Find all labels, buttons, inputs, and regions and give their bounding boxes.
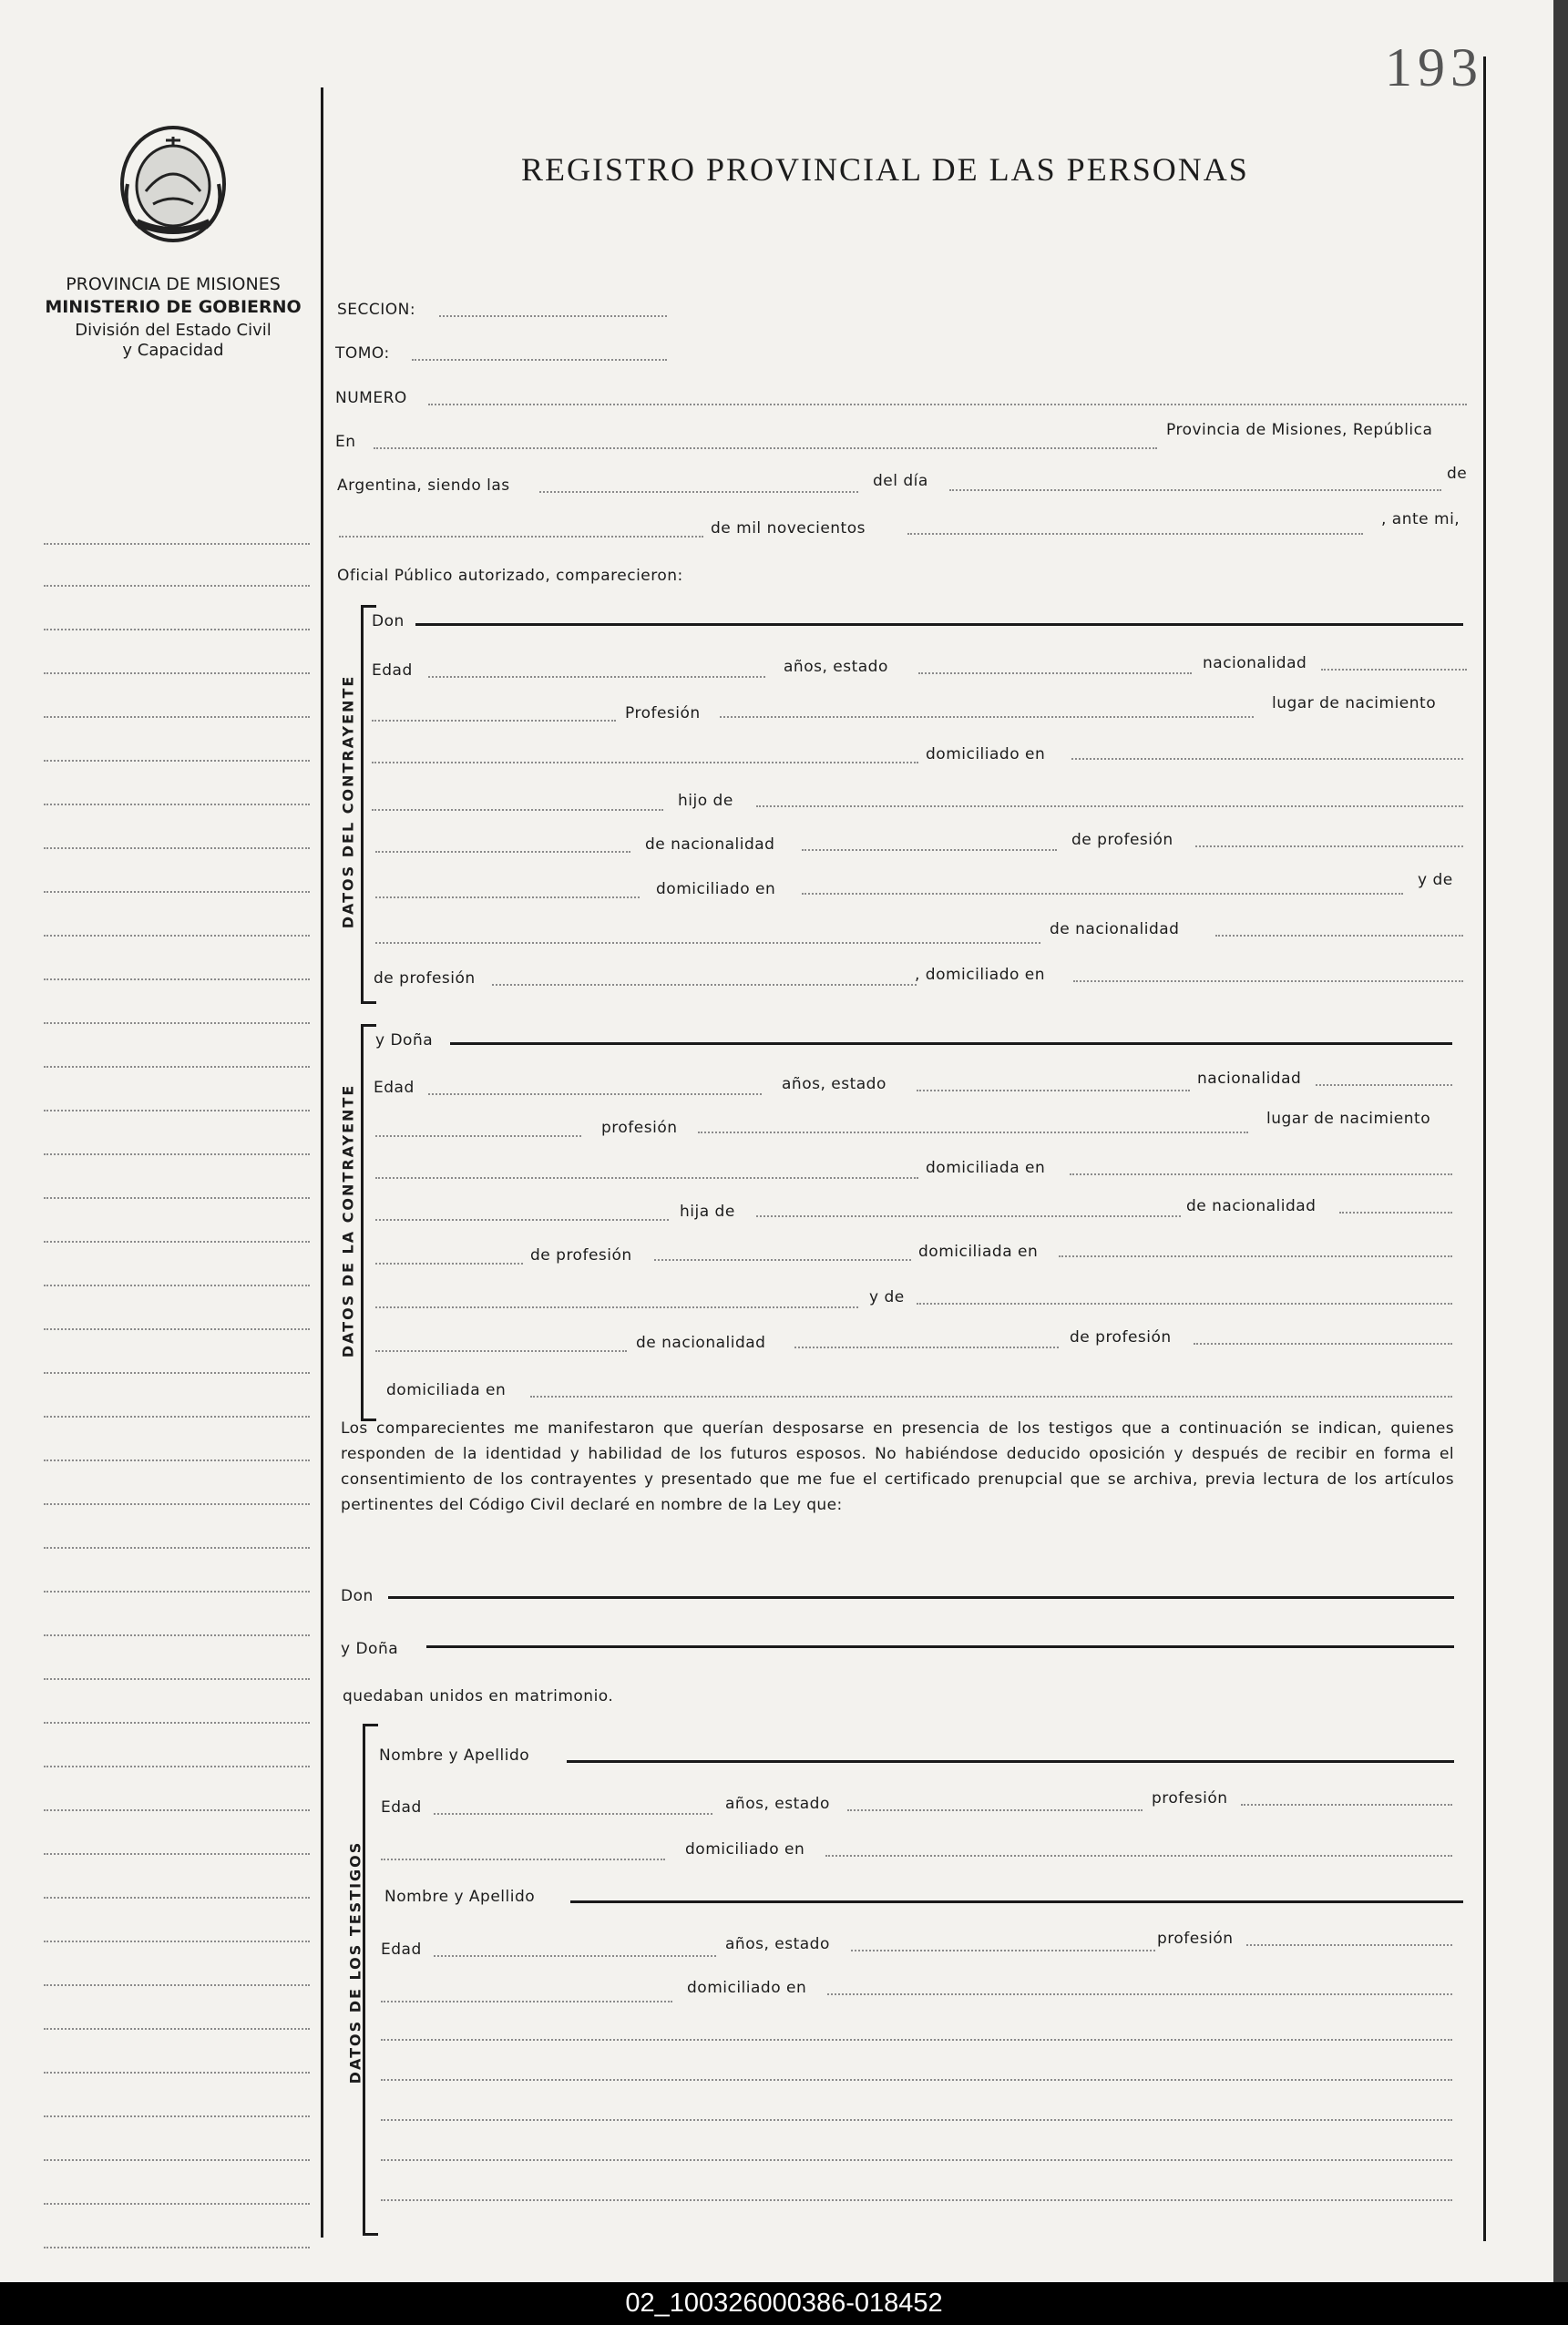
en-field[interactable]	[374, 447, 1157, 449]
label-domiciliada: domiciliada en	[926, 1159, 1046, 1177]
witness1-estado-field[interactable]	[847, 1809, 1143, 1811]
witness1-profesion-field[interactable]	[1241, 1804, 1452, 1806]
bride-nacionalidad-field-2[interactable]	[375, 1135, 581, 1137]
label-de-nacionalidad: de nacionalidad	[645, 835, 775, 854]
label-oficial: Oficial Público autorizado, comparecieron:	[337, 567, 683, 585]
margin-line	[44, 2072, 310, 2074]
decl-groom-name-field[interactable]	[388, 1596, 1454, 1599]
witnesses-section-label: DATOS DE LOS TESTIGOS	[346, 1840, 364, 2084]
label-en: En	[335, 433, 356, 451]
margin-line	[44, 2247, 310, 2248]
groom-madre-field[interactable]	[375, 942, 1040, 944]
numero-field[interactable]	[428, 404, 1467, 405]
label-de-nacionalidad-bride-2: de nacionalidad	[636, 1334, 766, 1352]
margin-line	[44, 585, 310, 587]
groom-estado-field[interactable]	[918, 672, 1192, 674]
margin-line	[44, 1241, 310, 1243]
bride-madre-profesion-field[interactable]	[1194, 1343, 1452, 1345]
label-de-nacionalidad-2: de nacionalidad	[1050, 920, 1180, 938]
bride-madre-nacionalidad-field[interactable]	[794, 1347, 1059, 1348]
margin-line	[44, 1022, 310, 1024]
label-edad-w2: Edad	[381, 1941, 422, 1959]
label-domiciliado-w2: domiciliado en	[687, 1979, 807, 1997]
extra-line[interactable]	[381, 2159, 1452, 2161]
margin-line	[44, 543, 310, 545]
margin-line	[44, 2028, 310, 2030]
margin-line	[44, 847, 310, 849]
label-hija-de: hija de	[680, 1203, 735, 1221]
declaration-paragraph: Los comparecientes me manifestaron que querían desposarse en presencia de los testigos que a continuación se indican, quienes responden de la identidad y habilidad de los futuros esposos. No habiéndose deducido oposición y después de recibir en forma el consentimiento de los contrayentes y presentado que me fue el certificado prenupcial que se archiva, previa lectura de los artículos pertinentes del Código Civil declaré en nombre de la Ley que:	[341, 1419, 1454, 1514]
label-del-dia: del día	[873, 472, 928, 490]
label-anos-w1: años, estado	[725, 1795, 830, 1813]
margin-line	[44, 1722, 310, 1724]
hora-field[interactable]	[539, 491, 858, 493]
label-edad-bride: Edad	[374, 1079, 415, 1097]
label-domiciliada-2: domiciliada en	[918, 1243, 1039, 1261]
label-don: Don	[372, 612, 405, 630]
label-argentina: Argentina, siendo las	[337, 476, 510, 495]
groom-section-label: DATOS DEL CONTRAYENTE	[339, 674, 357, 929]
bride-nacionalidad-field[interactable]	[1316, 1084, 1452, 1086]
groom-nacionalidad-field-2[interactable]	[372, 720, 616, 722]
label-domiciliado-3: , domiciliado en	[915, 966, 1046, 984]
margin-line	[44, 1110, 310, 1111]
bride-section-label: DATOS DE LA CONTRAYENTE	[339, 1083, 357, 1358]
anio-field[interactable]	[907, 533, 1363, 535]
label-y-de-bride: y de	[869, 1288, 905, 1306]
margin-line	[44, 1503, 310, 1505]
witness2-estado-field[interactable]	[851, 1950, 1155, 1951]
groom-nacionalidad-field[interactable]	[1321, 669, 1467, 671]
label-y-de: y de	[1418, 871, 1453, 889]
label-anos-estado-bride: años, estado	[782, 1075, 886, 1093]
groom-padre-nacionalidad-field[interactable]	[802, 849, 1057, 851]
margin-line	[44, 1416, 310, 1418]
witness2-name-field[interactable]	[570, 1900, 1463, 1903]
margin-line	[44, 2203, 310, 2205]
witness1-age-field[interactable]	[434, 1813, 712, 1815]
left-margin-rule	[321, 87, 323, 2238]
tomo-field[interactable]	[412, 359, 667, 361]
label-de-profesion: de profesión	[1071, 831, 1173, 849]
groom-domicilio-field-2[interactable]	[372, 809, 663, 811]
margin-line	[44, 1853, 310, 1855]
label-de-profesion-2: de profesión	[374, 969, 476, 988]
label-profesion-w2: profesión	[1157, 1930, 1234, 1948]
witness1-domicilio-field[interactable]	[825, 1855, 1452, 1857]
mes-field[interactable]	[339, 536, 703, 538]
label-de-nacionalidad-bride: de nacionalidad	[1186, 1197, 1317, 1215]
label-dona-decl: y Doña	[341, 1640, 399, 1658]
bride-lugar-field[interactable]	[375, 1177, 918, 1179]
groom-madre-domicilio-field[interactable]	[1073, 980, 1463, 982]
label-ante-mi: , ante mi,	[1381, 510, 1460, 528]
bride-padre-nacionalidad-field[interactable]	[1339, 1212, 1452, 1214]
bride-padre-field[interactable]	[756, 1215, 1181, 1217]
extra-line[interactable]	[381, 2119, 1452, 2121]
label-numero: NUMERO	[335, 389, 407, 407]
label-domiciliado-w1: domiciliado en	[685, 1840, 805, 1859]
label-nombre-1: Nombre y Apellido	[379, 1746, 530, 1765]
division-name-2: y Capacidad	[122, 341, 224, 360]
label-de-mil: de mil novecientos	[711, 519, 866, 538]
margin-line	[44, 1897, 310, 1899]
bride-estado-field[interactable]	[917, 1090, 1190, 1091]
margin-line	[44, 716, 310, 718]
bride-madre-domicilio-field[interactable]	[530, 1396, 1452, 1398]
bride-profesion-field[interactable]	[698, 1132, 1248, 1133]
label-profesion-w1: profesión	[1152, 1789, 1228, 1808]
bride-padre-domicilio-field-2[interactable]	[375, 1306, 858, 1308]
label-nacionalidad-bride: nacionalidad	[1197, 1070, 1302, 1088]
page-number: 193	[1385, 37, 1483, 97]
extra-line[interactable]	[381, 2079, 1452, 2081]
label-nacionalidad: nacionalidad	[1203, 654, 1307, 672]
label-y-dona: y Doña	[375, 1031, 434, 1050]
margin-line	[44, 2159, 310, 2161]
provincial-seal-icon	[109, 120, 237, 248]
seccion-field[interactable]	[439, 315, 667, 317]
margin-line	[44, 1766, 310, 1767]
margin-line	[44, 1941, 310, 1942]
groom-padre-domicilio-field[interactable]	[802, 893, 1403, 895]
bride-padre-domicilio-field[interactable]	[1059, 1255, 1452, 1257]
label-de-profesion-bride: de profesión	[530, 1246, 632, 1265]
witness2-profesion-field[interactable]	[1246, 1944, 1452, 1946]
groom-padre-field-2[interactable]	[375, 851, 630, 853]
label-de: de	[1447, 465, 1468, 483]
margin-line	[44, 804, 310, 805]
label-domiciliado: domiciliado en	[926, 745, 1046, 763]
footer-caption: 02_100326000386-018452	[0, 2282, 1568, 2325]
extra-line[interactable]	[381, 2039, 1452, 2041]
margin-line	[44, 1591, 310, 1593]
groom-lugar-field[interactable]	[372, 762, 918, 763]
margin-line	[44, 891, 310, 893]
margin-line	[44, 978, 310, 980]
witness1-name-field[interactable]	[567, 1760, 1454, 1763]
sidebar-header	[36, 273, 310, 362]
label-lugar-bride: lugar de nacimiento	[1266, 1110, 1431, 1128]
bride-madre-field-2[interactable]	[375, 1350, 627, 1352]
label-de-profesion-bride-2: de profesión	[1070, 1328, 1172, 1347]
margin-line	[44, 935, 310, 937]
dia-field[interactable]	[949, 489, 1441, 491]
groom-madre-nacionalidad-field[interactable]	[1215, 935, 1463, 937]
margin-line	[44, 1328, 310, 1330]
label-nombre-2: Nombre y Apellido	[384, 1888, 536, 1906]
label-seccion: SECCION:	[337, 301, 416, 319]
ministry-name: MINISTERIO DE GOBIERNO	[45, 297, 302, 317]
witness2-profesion-field-2[interactable]	[381, 2001, 672, 2002]
label-tomo: TOMO:	[335, 344, 390, 363]
label-profesion-bride: profesión	[601, 1119, 678, 1137]
label-unidos: quedaban unidos en matrimonio.	[343, 1687, 614, 1705]
label-anos-w2: años, estado	[725, 1935, 830, 1953]
witness1-profesion-field-2[interactable]	[381, 1859, 665, 1860]
groom-age-field[interactable]	[428, 676, 765, 678]
groom-padre-profesion-field-2[interactable]	[375, 896, 640, 898]
label-hijo-de: hijo de	[678, 792, 733, 810]
province-name: PROVINCIA DE MISIONES	[66, 274, 281, 294]
decl-bride-name-field[interactable]	[426, 1645, 1454, 1648]
margin-line	[44, 1372, 310, 1374]
label-anos-estado: años, estado	[784, 658, 888, 676]
bride-domicilio-field[interactable]	[1070, 1173, 1452, 1175]
label-profesion: Profesión	[625, 704, 701, 722]
right-margin-rule	[1483, 56, 1486, 2241]
margin-line	[44, 760, 310, 762]
label-domiciliada-3: domiciliada en	[386, 1381, 507, 1399]
label-lugar-nacimiento: lugar de nacimiento	[1272, 694, 1437, 712]
witness2-domicilio-field[interactable]	[827, 1993, 1452, 1995]
groom-madre-profesion-field[interactable]	[492, 984, 917, 986]
groom-profesion-field[interactable]	[720, 716, 1254, 718]
label-domiciliado-2: domiciliado en	[656, 880, 776, 898]
groom-name-field[interactable]	[415, 623, 1463, 626]
groom-domicilio-field[interactable]	[1071, 758, 1463, 760]
bride-name-field[interactable]	[450, 1042, 1452, 1045]
label-edad: Edad	[372, 661, 413, 680]
margin-line	[44, 629, 310, 630]
bride-padre-profesion-field[interactable]	[654, 1259, 911, 1261]
margin-line	[44, 1066, 310, 1068]
margin-line	[44, 1547, 310, 1549]
margin-line	[44, 1197, 310, 1199]
groom-padre-field[interactable]	[756, 805, 1463, 807]
division-name: División del Estado Civil	[75, 321, 272, 340]
margin-line	[44, 1678, 310, 1680]
bride-madre-field[interactable]	[917, 1303, 1452, 1305]
margin-line	[44, 1285, 310, 1286]
document-title: REGISTRO PROVINCIAL DE LAS PERSONAS	[521, 151, 1249, 188]
margin-line	[44, 1634, 310, 1636]
margin-line	[44, 1809, 310, 1811]
label-provincia: Provincia de Misiones, República	[1166, 421, 1433, 439]
bride-padre-nacionalidad-field-2[interactable]	[375, 1263, 523, 1265]
label-edad-w1: Edad	[381, 1798, 422, 1817]
witness2-age-field[interactable]	[434, 1955, 716, 1957]
bride-age-field[interactable]	[428, 1093, 762, 1095]
label-don-decl: Don	[341, 1587, 374, 1605]
margin-line	[44, 1153, 310, 1155]
bride-domicilio-field-2[interactable]	[375, 1219, 669, 1221]
groom-padre-profesion-field[interactable]	[1195, 845, 1463, 847]
witnesses-bracket	[363, 1724, 378, 2236]
margin-line	[44, 1460, 310, 1461]
extra-line[interactable]	[381, 2199, 1452, 2201]
margin-line	[44, 1984, 310, 1986]
margin-line	[44, 672, 310, 674]
margin-line	[44, 2115, 310, 2117]
